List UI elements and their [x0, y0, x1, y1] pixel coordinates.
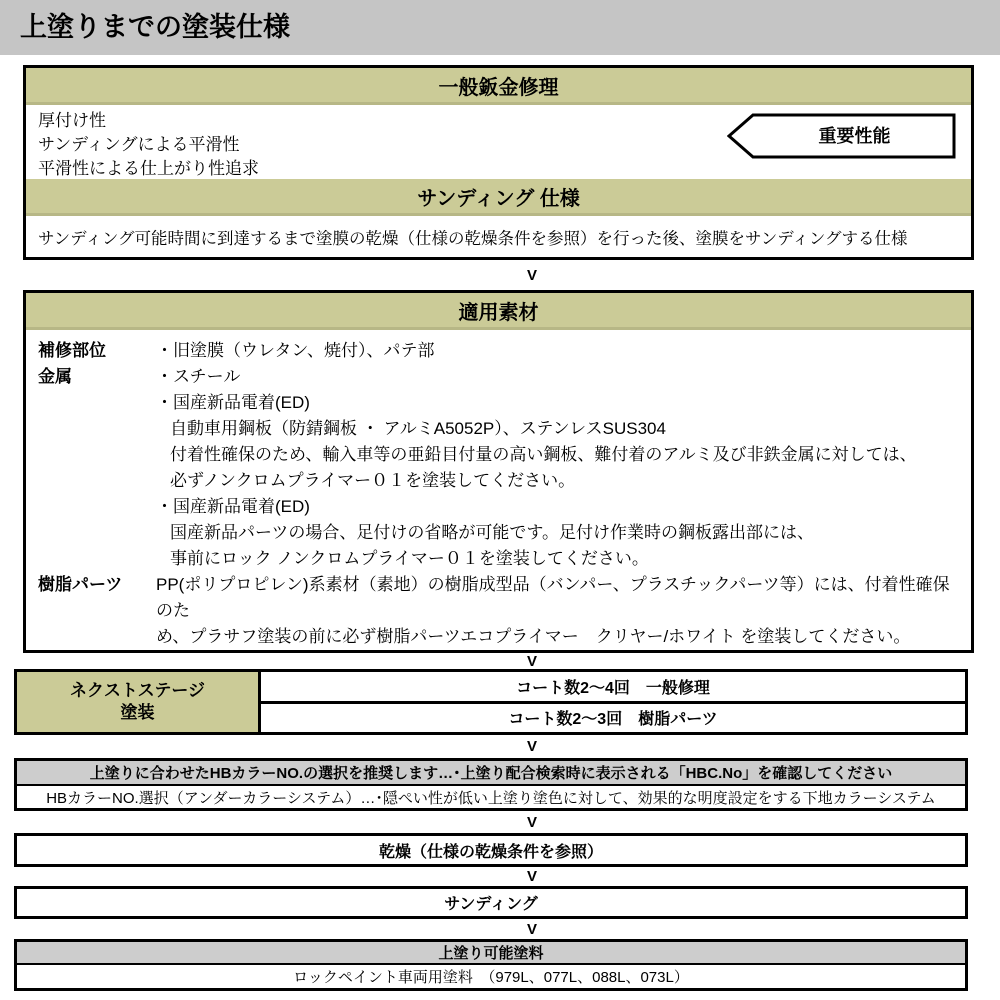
page-title: 上塗りまでの塗装仕様: [0, 0, 1000, 55]
topcoat-header: 上塗り可能塗料: [17, 942, 965, 965]
sanding-step-box: サンディング: [14, 886, 968, 919]
feature-line: 平滑性による仕上がり性追求: [38, 159, 259, 178]
hb-color-header: 上塗りに合わせたHBカラーNO.の選択を推奨します…･上塗り配合検索時に表示される「HBC.No」を確認してください: [17, 761, 965, 786]
materials-line: 自動車用鋼板（防錆鋼板 ・ アルミA5052P）、ステンレスSUS304: [170, 419, 666, 438]
general-repair-header: 一般鈑金修理: [26, 68, 971, 105]
flow-arrow: [0, 653, 1000, 669]
next-stage-label-line1: ネクストステージ: [70, 681, 205, 700]
flow-arrow: [0, 260, 1000, 290]
general-repair-body: [26, 105, 971, 179]
materials-line: 付着性確保のため、輸入車等の亜鉛目付量の高い鋼板、難付着のアルミ及び非鉄金属に対しては、: [170, 445, 917, 464]
flow-arrow: [0, 735, 1000, 758]
sanding-spec-desc: サンディング可能時間に到達するまで塗膜の乾燥（仕様の乾燥条件を参照）を行った後、塗膜をサンディングする仕様: [38, 229, 908, 248]
materials-line: ・スチール: [156, 367, 241, 386]
next-stage-row-general: コート数2～4回 一般修理: [261, 672, 965, 704]
materials-line: 国産新品パーツの場合、足付けの省略が可能です。足付け作業時の鋼板露出部には、: [170, 523, 814, 542]
arrow-down-icon: V: [526, 813, 537, 831]
materials-box: [23, 290, 974, 653]
hb-color-desc: HBカラーNO.選択（アンダーカラーシステム）…･隠ぺい性が低い上塗り塗色に対して、効果的な明度設定をする下地カラーシステム: [46, 789, 936, 807]
materials-row-label: 金属: [38, 367, 72, 386]
next-stage-row-resin: コート数2～3回 樹脂パーツ: [508, 711, 718, 729]
materials-row: [38, 338, 963, 364]
materials-line: 必ずノンクロムプライマー０１を塗装してください。: [170, 471, 576, 490]
materials-line: 事前にロック ノンクロムプライマー０１を塗装してください。: [170, 549, 649, 568]
materials-line: PP(ポリプロピレン)系素材（素地）の樹脂成型品（バンパー、プラスチックパーツ等）には、付着性確保のた: [156, 575, 950, 620]
sanding-spec-header: サンディング 仕様: [26, 179, 971, 216]
materials-row: [38, 572, 963, 650]
drying-box: 乾燥（仕様の乾燥条件を参照）: [14, 833, 968, 867]
materials-row-label: 補修部位: [38, 341, 106, 360]
materials-line: ・旧塗膜（ウレタン、焼付）、パテ部: [156, 341, 435, 360]
important-performance-badge: [727, 113, 956, 159]
hb-color-box: [14, 758, 968, 811]
topcoat-box: [14, 939, 968, 991]
arrow-down-icon: V: [526, 738, 537, 755]
arrow-down-icon: V: [526, 868, 537, 885]
arrow-down-icon: V: [526, 652, 537, 670]
arrow-down-icon: V: [526, 920, 537, 938]
materials-row: [38, 364, 963, 572]
materials-header: 適用素材: [26, 293, 971, 330]
materials-line: め、プラサフ塗装の前に必ず樹脂パーツエコプライマー クリヤー/ホワイト を塗装してください。: [156, 627, 911, 646]
badge-label: 重要性能: [818, 126, 891, 146]
flow-arrow: [0, 811, 1000, 833]
feature-line: サンディングによる平滑性: [38, 135, 240, 154]
flow-arrow: [0, 919, 1000, 939]
next-stage-label: [17, 672, 261, 732]
next-stage-label-line2: 塗装: [120, 703, 155, 722]
arrow-down-icon: V: [526, 266, 537, 284]
materials-body: [26, 330, 971, 650]
materials-line: ・国産新品電着(ED): [156, 393, 310, 412]
materials-line: ・国産新品電着(ED): [156, 497, 310, 516]
general-repair-box: [23, 65, 974, 260]
topcoat-desc: ロックペイント車両用塗料 （979L、077L、088L、073L）: [293, 969, 689, 986]
feature-line: 厚付け性: [38, 111, 106, 130]
flow-arrow: [0, 867, 1000, 886]
materials-row-label: 樹脂パーツ: [38, 575, 123, 594]
next-stage-box: [14, 669, 968, 735]
